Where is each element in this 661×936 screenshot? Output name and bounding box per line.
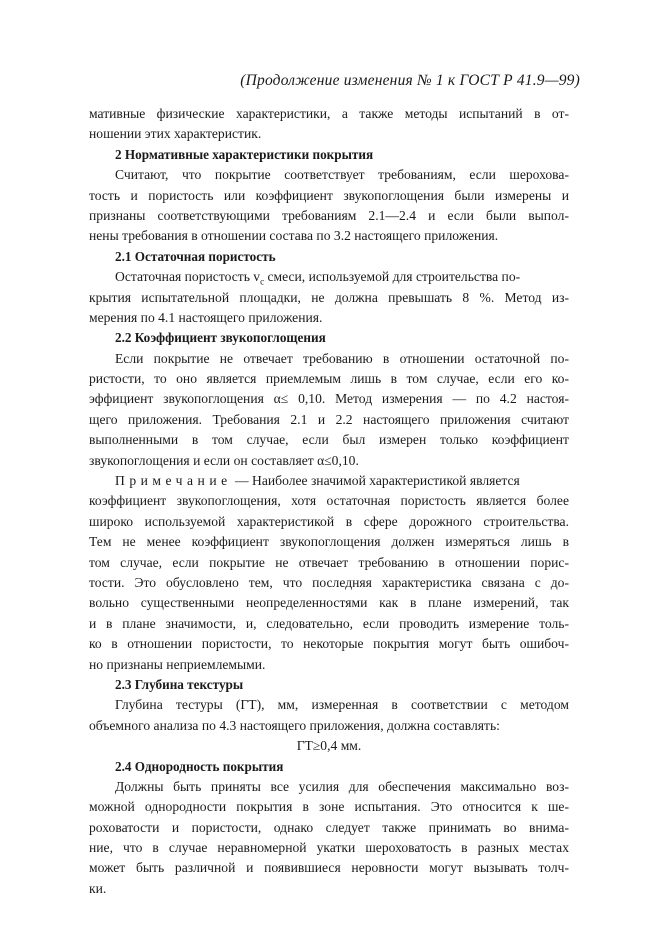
text-line: звукопоглощения и если он составляет α≤0,10.: [89, 452, 359, 468]
text-line: Тем не менее коэффициент звукопоглощения должен измеряться лишь в: [89, 534, 569, 550]
section-heading: 2.2 Коэффициент звукопоглощения: [115, 330, 326, 346]
text-line: Если покрытие не отвечает требованию в отношении остаточной по-: [115, 350, 569, 366]
formula-line: ГТ≥0,4 мм.: [296, 738, 362, 754]
text-line: вольно существенными неопределенностями как в плане измерений, так: [89, 595, 569, 611]
text-line: тости. Это обусловлено тем, что последняя характеристика связана с до-: [89, 574, 569, 590]
text-line: эффициент звукопоглощения α≤ 0,10. Метод измерения — по 4.2 настоя-: [89, 391, 569, 407]
section-heading: 2.3 Глубина текстуры: [115, 676, 244, 692]
text-line: объемного анализа по 4.3 настоящего приложения, должна составлять:: [89, 717, 500, 733]
section-heading: 2 Нормативные характеристики покрытия: [115, 146, 374, 162]
page-header: (Продолжение изменения № 1 к ГОСТ Р 41.9—99): [240, 72, 580, 89]
document-body: [89, 104, 569, 899]
text-line: ношении этих характеристик.: [89, 126, 262, 142]
text-line: мерения по 4.1 настоящего приложения.: [89, 309, 323, 325]
text-line: крытия испытательной площадки, не должна превышать 8 %. Метод из-: [89, 289, 569, 305]
text-line: [89, 267, 569, 287]
text-line: щего приложения. Требования 2.1 и 2.2 настоящего приложения считают: [89, 411, 569, 427]
text-line: ристости, то оно является приемлемым лишь в том случае, если его ко-: [89, 371, 569, 387]
text-fragment: Остаточная пористость v: [115, 269, 261, 285]
text-line: коэффициент звукопоглощения, хотя остаточная пористость является более: [89, 493, 569, 509]
text-line: выполненными в том случае, если был измерен только коэффициент: [89, 432, 569, 448]
text-line: может быть различной и появившиеся неровности могут вызывать толч-: [89, 860, 569, 876]
text-fragment: — Наиболее значимой характеристикой является: [231, 473, 520, 489]
text-line: тость и пористость или коэффициент звукопоглощения были измерены и: [89, 187, 569, 203]
text-line: но признаны неприемлемыми.: [89, 656, 266, 672]
text-line: ние, что в случае неравномерной укатки шероховатость в разных местах: [89, 840, 569, 856]
text-line: мативные физические характеристики, а также методы испытаний в от-: [89, 106, 569, 121]
text-line: широко используемой характеристикой в сфере дорожного строительства.: [89, 513, 569, 529]
text-line: признаны соответствующими требованиям 2.1—2.4 и если были выпол-: [89, 207, 569, 223]
text-line: ки.: [89, 880, 107, 896]
text-line: нены требования в отношении состава по 3.2 настоящего приложения.: [89, 228, 499, 244]
text-line: Должны быть приняты все усилия для обеспечения максимально воз-: [115, 778, 569, 794]
subscript: c: [260, 276, 265, 287]
section-heading: 2.1 Остаточная пористость: [115, 248, 276, 264]
section-heading: 2.4 Однородность покрытия: [115, 758, 284, 774]
text-line: роховатости и пористости, однако следует также принимать во внима-: [89, 819, 569, 835]
text-line: том случае, если покрытие не отвечает требованию в отношении порис-: [89, 554, 569, 570]
text-line: [89, 471, 569, 491]
text-line: Глубина тестуры (ГТ), мм, измеренная в соответствии с методом: [115, 697, 569, 713]
text-fragment: смеси, используемой для строительства по-: [264, 269, 521, 285]
text-line: и в плане значимости, и, следовательно, если проводить измерение толь-: [89, 615, 569, 631]
text-line: Считают, что покрытие соответствует требованиям, если шерохова-: [115, 167, 569, 183]
text-line: ко в отношении пористости, то некоторые покрытия могут быть ошибоч-: [89, 636, 569, 652]
note-label: Примечание: [115, 473, 232, 489]
text-line: можной однородности покрытия в зоне испытания. Это относится к ше-: [89, 799, 569, 815]
